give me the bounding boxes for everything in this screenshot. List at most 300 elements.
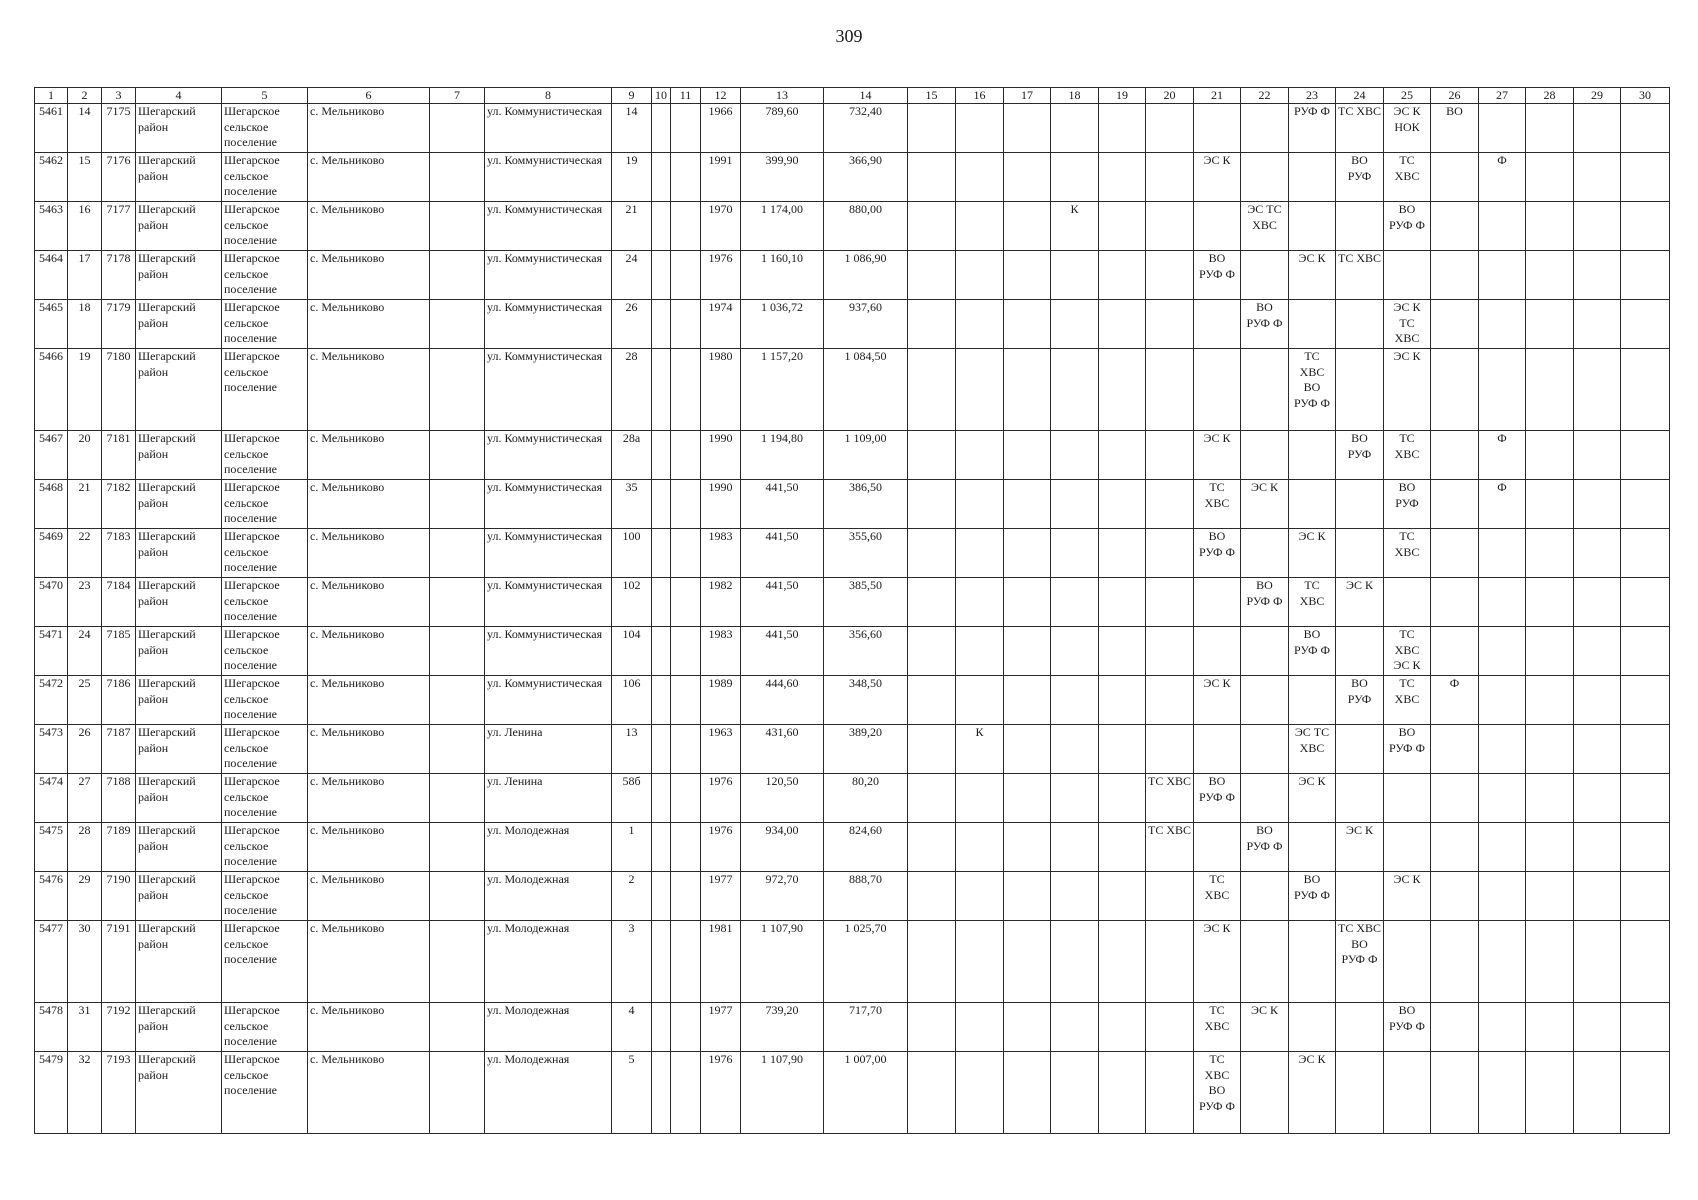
work-type-cell: ЭС К (1289, 1052, 1336, 1134)
empty-cell (1431, 1003, 1479, 1052)
empty-cell (956, 300, 1004, 349)
total-area-cell: 934,00 (741, 823, 824, 872)
district-cell: Шегарский район (136, 104, 222, 153)
empty-cell (1526, 104, 1574, 153)
empty-cell (1241, 921, 1289, 1003)
settlement-cell: Шегарское сельское поселение (222, 627, 308, 676)
empty-cell (1004, 349, 1051, 431)
locality-cell: с. Мельниково (308, 823, 430, 872)
empty-cell (1621, 1052, 1670, 1134)
empty-cell (1289, 480, 1336, 529)
empty-cell (430, 823, 485, 872)
empty-cell (1051, 480, 1099, 529)
column-number-header: 8 (485, 88, 612, 104)
table-row (35, 774, 1670, 823)
empty-cell (908, 480, 956, 529)
living-area-cell: 1 109,00 (824, 431, 908, 480)
empty-cell (1146, 578, 1194, 627)
total-area-cell: 739,20 (741, 1003, 824, 1052)
record-number-cell: 5464 (35, 251, 68, 300)
table-row (35, 153, 1670, 202)
table-row (35, 676, 1670, 725)
empty-cell (1146, 480, 1194, 529)
empty-cell (1336, 725, 1384, 774)
settlement-cell: Шегарское сельское поселение (222, 725, 308, 774)
district-cell: Шегарский район (136, 774, 222, 823)
settlement-cell: Шегарское сельское поселение (222, 104, 308, 153)
locality-cell: с. Мельниково (308, 872, 430, 921)
object-code-cell: 7190 (102, 872, 136, 921)
empty-cell (1526, 823, 1574, 872)
street-cell: ул. Молодежная (485, 872, 612, 921)
district-cell: Шегарский район (136, 529, 222, 578)
empty-cell (1004, 676, 1051, 725)
column-number-header: 23 (1289, 88, 1336, 104)
locality-cell: с. Мельниково (308, 349, 430, 431)
empty-cell (1479, 872, 1526, 921)
living-area-cell: 1 086,90 (824, 251, 908, 300)
empty-cell (956, 104, 1004, 153)
locality-cell: с. Мельниково (308, 431, 430, 480)
empty-cell (652, 872, 671, 921)
table-row (35, 104, 1670, 153)
empty-cell (1479, 774, 1526, 823)
record-number-cell: 5462 (35, 153, 68, 202)
table-row (35, 480, 1670, 529)
empty-cell (430, 1052, 485, 1134)
empty-cell (671, 202, 701, 251)
living-area-cell: 80,20 (824, 774, 908, 823)
empty-cell (430, 676, 485, 725)
empty-cell (652, 480, 671, 529)
empty-cell (1479, 1003, 1526, 1052)
empty-cell (1241, 104, 1289, 153)
total-area-cell: 441,50 (741, 578, 824, 627)
work-type-cell: ТС ХВС ВО РУФ Ф (1194, 1052, 1241, 1134)
build-year-cell: 1966 (701, 104, 741, 153)
object-code-cell: 7180 (102, 349, 136, 431)
empty-cell (1004, 480, 1051, 529)
table-row (35, 872, 1670, 921)
work-type-cell: Ф (1431, 676, 1479, 725)
row-index-cell: 15 (68, 153, 102, 202)
empty-cell (1099, 251, 1146, 300)
locality-cell: с. Мельниково (308, 300, 430, 349)
empty-cell (1526, 774, 1574, 823)
house-number-cell: 1 (612, 823, 652, 872)
district-cell: Шегарский район (136, 349, 222, 431)
empty-cell (1621, 431, 1670, 480)
empty-cell (1289, 921, 1336, 1003)
empty-cell (1336, 1003, 1384, 1052)
empty-cell (1051, 725, 1099, 774)
empty-cell (908, 725, 956, 774)
living-area-cell: 1 007,00 (824, 1052, 908, 1134)
empty-cell (430, 153, 485, 202)
empty-cell (908, 872, 956, 921)
object-code-cell: 7182 (102, 480, 136, 529)
street-cell: ул. Коммунистическая (485, 480, 612, 529)
build-year-cell: 1976 (701, 1052, 741, 1134)
empty-cell (1431, 872, 1479, 921)
settlement-cell: Шегарское сельское поселение (222, 300, 308, 349)
locality-cell: с. Мельниково (308, 480, 430, 529)
empty-cell (1621, 627, 1670, 676)
empty-cell (652, 349, 671, 431)
empty-cell (956, 578, 1004, 627)
empty-cell (908, 823, 956, 872)
settlement-cell: Шегарское сельское поселение (222, 676, 308, 725)
column-number-header: 4 (136, 88, 222, 104)
empty-cell (1621, 202, 1670, 251)
work-type-cell: ТС ХВС (1384, 153, 1431, 202)
record-number-cell: 5468 (35, 480, 68, 529)
column-number-header: 7 (430, 88, 485, 104)
district-cell: Шегарский район (136, 480, 222, 529)
empty-cell (1574, 725, 1621, 774)
empty-cell (1621, 104, 1670, 153)
district-cell: Шегарский район (136, 1052, 222, 1134)
empty-cell (1526, 349, 1574, 431)
build-year-cell: 1963 (701, 725, 741, 774)
empty-cell (1146, 349, 1194, 431)
work-type-cell: ТС ХВС ЭС К (1384, 627, 1431, 676)
empty-cell (1479, 251, 1526, 300)
empty-cell (671, 725, 701, 774)
record-number-cell: 5478 (35, 1003, 68, 1052)
empty-cell (1479, 921, 1526, 1003)
empty-cell (671, 251, 701, 300)
empty-cell (1621, 300, 1670, 349)
empty-cell (1431, 349, 1479, 431)
living-area-cell: 389,20 (824, 725, 908, 774)
empty-cell (1051, 774, 1099, 823)
column-number-header: 2 (68, 88, 102, 104)
empty-cell (1431, 725, 1479, 774)
total-area-cell: 1 107,90 (741, 921, 824, 1003)
empty-cell (1004, 251, 1051, 300)
empty-cell (1241, 251, 1289, 300)
row-index-cell: 27 (68, 774, 102, 823)
work-type-cell: ТС ХВС (1194, 480, 1241, 529)
empty-cell (1526, 251, 1574, 300)
empty-cell (1574, 578, 1621, 627)
empty-cell (1431, 921, 1479, 1003)
empty-cell (1431, 202, 1479, 251)
empty-cell (430, 725, 485, 774)
house-number-cell: 35 (612, 480, 652, 529)
empty-cell (652, 823, 671, 872)
empty-cell (1051, 251, 1099, 300)
empty-cell (1526, 529, 1574, 578)
empty-cell (1431, 300, 1479, 349)
empty-cell (956, 349, 1004, 431)
district-cell: Шегарский район (136, 1003, 222, 1052)
empty-cell (1384, 251, 1431, 300)
total-area-cell: 1 157,20 (741, 349, 824, 431)
empty-cell (956, 1052, 1004, 1134)
empty-cell (1194, 300, 1241, 349)
column-number-header: 14 (824, 88, 908, 104)
district-cell: Шегарский район (136, 872, 222, 921)
work-type-cell: ЭС К ТС ХВС (1384, 300, 1431, 349)
empty-cell (1479, 300, 1526, 349)
empty-cell (1099, 774, 1146, 823)
living-area-cell: 824,60 (824, 823, 908, 872)
house-number-cell: 104 (612, 627, 652, 676)
table-row (35, 1052, 1670, 1134)
empty-cell (1526, 300, 1574, 349)
empty-cell (1099, 431, 1146, 480)
table-row (35, 823, 1670, 872)
house-number-cell: 3 (612, 921, 652, 1003)
empty-cell (956, 921, 1004, 1003)
table-row (35, 202, 1670, 251)
empty-cell (1384, 578, 1431, 627)
record-number-cell: 5466 (35, 349, 68, 431)
empty-cell (1336, 774, 1384, 823)
column-number-header: 16 (956, 88, 1004, 104)
empty-cell (1479, 578, 1526, 627)
row-index-cell: 21 (68, 480, 102, 529)
empty-cell (671, 627, 701, 676)
empty-cell (1099, 104, 1146, 153)
total-area-cell: 1 174,00 (741, 202, 824, 251)
district-cell: Шегарский район (136, 921, 222, 1003)
district-cell: Шегарский район (136, 153, 222, 202)
work-type-cell: ЭС ТС ХВС (1289, 725, 1336, 774)
locality-cell: с. Мельниково (308, 529, 430, 578)
table-row (35, 578, 1670, 627)
empty-cell (1004, 774, 1051, 823)
street-cell: ул. Молодежная (485, 1052, 612, 1134)
build-year-cell: 1981 (701, 921, 741, 1003)
work-type-cell: ЭС К НОК (1384, 104, 1431, 153)
work-type-cell: ВО РУФ Ф (1241, 578, 1289, 627)
empty-cell (1574, 921, 1621, 1003)
empty-cell (652, 676, 671, 725)
house-number-cell: 5 (612, 1052, 652, 1134)
work-type-cell: ЭС К (1194, 676, 1241, 725)
empty-cell (430, 529, 485, 578)
build-year-cell: 1990 (701, 431, 741, 480)
work-type-cell: ВО РУФ (1384, 480, 1431, 529)
empty-cell (1194, 823, 1241, 872)
living-area-cell: 937,60 (824, 300, 908, 349)
row-index-cell: 30 (68, 921, 102, 1003)
empty-cell (1526, 627, 1574, 676)
empty-cell (1289, 676, 1336, 725)
empty-cell (1574, 1052, 1621, 1134)
empty-cell (1099, 725, 1146, 774)
empty-cell (671, 1003, 701, 1052)
empty-cell (1241, 872, 1289, 921)
build-year-cell: 1977 (701, 872, 741, 921)
work-type-cell: ЭС К (1241, 1003, 1289, 1052)
settlement-cell: Шегарское сельское поселение (222, 823, 308, 872)
empty-cell (1146, 104, 1194, 153)
work-type-cell: ТС ХВС ВО РУФ Ф (1336, 921, 1384, 1003)
living-area-cell: 717,70 (824, 1003, 908, 1052)
table-row (35, 1003, 1670, 1052)
empty-cell (908, 1052, 956, 1134)
row-index-cell: 18 (68, 300, 102, 349)
work-type-cell: ВО РУФ Ф (1241, 300, 1289, 349)
empty-cell (1051, 431, 1099, 480)
empty-cell (1051, 1052, 1099, 1134)
empty-cell (1051, 578, 1099, 627)
row-index-cell: 26 (68, 725, 102, 774)
column-number-header: 9 (612, 88, 652, 104)
empty-cell (956, 872, 1004, 921)
empty-cell (908, 251, 956, 300)
record-number-cell: 5479 (35, 1052, 68, 1134)
settlement-cell: Шегарское сельское поселение (222, 251, 308, 300)
empty-cell (1099, 480, 1146, 529)
build-year-cell: 1974 (701, 300, 741, 349)
empty-cell (1574, 104, 1621, 153)
work-type-cell: ЭС К (1336, 578, 1384, 627)
column-number-header: 1 (35, 88, 68, 104)
district-cell: Шегарский район (136, 202, 222, 251)
empty-cell (1574, 872, 1621, 921)
empty-cell (671, 676, 701, 725)
street-cell: ул. Коммунистическая (485, 529, 612, 578)
street-cell: ул. Коммунистическая (485, 153, 612, 202)
district-cell: Шегарский район (136, 300, 222, 349)
table-row (35, 725, 1670, 774)
empty-cell (652, 578, 671, 627)
empty-cell (1146, 872, 1194, 921)
locality-cell: с. Мельниково (308, 1052, 430, 1134)
empty-cell (908, 153, 956, 202)
empty-cell (1146, 431, 1194, 480)
living-area-cell: 356,60 (824, 627, 908, 676)
empty-cell (908, 431, 956, 480)
work-type-cell: ТС ХВС (1146, 823, 1194, 872)
empty-cell (1241, 774, 1289, 823)
build-year-cell: 1983 (701, 529, 741, 578)
record-number-cell: 5463 (35, 202, 68, 251)
total-area-cell: 120,50 (741, 774, 824, 823)
empty-cell (430, 349, 485, 431)
record-number-cell: 5465 (35, 300, 68, 349)
empty-cell (1146, 300, 1194, 349)
empty-cell (1194, 104, 1241, 153)
empty-cell (1146, 921, 1194, 1003)
table-row (35, 921, 1670, 1003)
empty-cell (1621, 529, 1670, 578)
living-area-cell: 1 025,70 (824, 921, 908, 1003)
work-type-cell: ВО РУФ (1336, 676, 1384, 725)
empty-cell (430, 300, 485, 349)
empty-cell (1621, 774, 1670, 823)
empty-cell (1336, 1052, 1384, 1134)
empty-cell (1574, 823, 1621, 872)
locality-cell: с. Мельниково (308, 104, 430, 153)
empty-cell (1004, 725, 1051, 774)
work-type-cell: Ф (1479, 153, 1526, 202)
empty-cell (1099, 921, 1146, 1003)
column-number-header: 5 (222, 88, 308, 104)
empty-cell (908, 676, 956, 725)
work-type-cell: ВО РУФ Ф (1384, 725, 1431, 774)
housing-register-table (34, 87, 1670, 1134)
build-year-cell: 1970 (701, 202, 741, 251)
row-index-cell: 31 (68, 1003, 102, 1052)
empty-cell (1099, 1052, 1146, 1134)
empty-cell (1526, 202, 1574, 251)
empty-cell (1241, 627, 1289, 676)
empty-cell (1241, 725, 1289, 774)
column-number-header: 3 (102, 88, 136, 104)
empty-cell (1099, 1003, 1146, 1052)
empty-cell (1621, 349, 1670, 431)
table-row (35, 300, 1670, 349)
work-type-cell: Ф (1479, 431, 1526, 480)
table-row (35, 431, 1670, 480)
empty-cell (1051, 823, 1099, 872)
build-year-cell: 1976 (701, 774, 741, 823)
locality-cell: с. Мельниково (308, 1003, 430, 1052)
empty-cell (1289, 202, 1336, 251)
locality-cell: с. Мельниково (308, 627, 430, 676)
row-index-cell: 22 (68, 529, 102, 578)
empty-cell (671, 300, 701, 349)
settlement-cell: Шегарское сельское поселение (222, 1052, 308, 1134)
empty-cell (956, 153, 1004, 202)
district-cell: Шегарский район (136, 431, 222, 480)
house-number-cell: 2 (612, 872, 652, 921)
empty-cell (1004, 627, 1051, 676)
street-cell: ул. Коммунистическая (485, 627, 612, 676)
empty-cell (430, 431, 485, 480)
empty-cell (956, 202, 1004, 251)
empty-cell (430, 921, 485, 1003)
row-index-cell: 16 (68, 202, 102, 251)
build-year-cell: 1982 (701, 578, 741, 627)
empty-cell (671, 921, 701, 1003)
empty-cell (1241, 349, 1289, 431)
empty-cell (1574, 153, 1621, 202)
column-number-header: 12 (701, 88, 741, 104)
empty-cell (430, 627, 485, 676)
row-index-cell: 28 (68, 823, 102, 872)
empty-cell (1099, 202, 1146, 251)
row-index-cell: 25 (68, 676, 102, 725)
settlement-cell: Шегарское сельское поселение (222, 480, 308, 529)
column-number-header: 15 (908, 88, 956, 104)
empty-cell (1621, 153, 1670, 202)
record-number-cell: 5469 (35, 529, 68, 578)
living-area-cell: 880,00 (824, 202, 908, 251)
build-year-cell: 1983 (701, 627, 741, 676)
work-type-cell: Ф (1479, 480, 1526, 529)
settlement-cell: Шегарское сельское поселение (222, 529, 308, 578)
object-code-cell: 7178 (102, 251, 136, 300)
object-code-cell: 7189 (102, 823, 136, 872)
district-cell: Шегарский район (136, 725, 222, 774)
row-index-cell: 29 (68, 872, 102, 921)
empty-cell (1099, 823, 1146, 872)
build-year-cell: 1976 (701, 823, 741, 872)
empty-cell (1099, 300, 1146, 349)
empty-cell (1621, 823, 1670, 872)
empty-cell (1099, 349, 1146, 431)
empty-cell (671, 153, 701, 202)
empty-cell (1004, 578, 1051, 627)
empty-cell (652, 153, 671, 202)
